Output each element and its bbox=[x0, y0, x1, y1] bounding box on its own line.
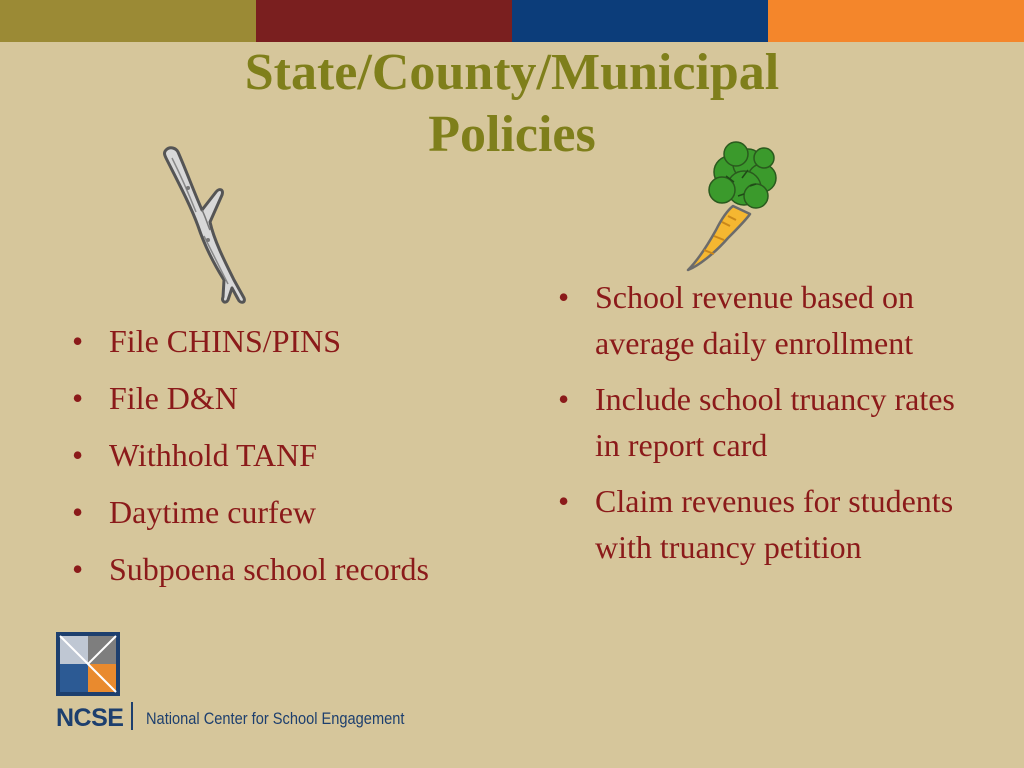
right-bullet-list bbox=[558, 274, 978, 580]
left-bullet-list bbox=[72, 318, 542, 603]
list-item: • File D&N bbox=[72, 380, 238, 416]
bullet-text: Daytime curfew bbox=[109, 494, 317, 530]
color-bar-olive bbox=[0, 0, 256, 42]
list-item: • School revenue based on average daily enrollment bbox=[558, 279, 915, 361]
list-item: • Withhold TANF bbox=[72, 437, 318, 473]
bullet-text: Include school truancy rates in report card bbox=[595, 381, 955, 463]
ncse-logo-mark-icon bbox=[56, 632, 120, 696]
list-item: • Include school truancy rates in report card bbox=[558, 381, 955, 463]
list-item: • File CHINS/PINS bbox=[72, 323, 342, 359]
bullet-text: File D&N bbox=[109, 380, 238, 416]
slide-title-line2: Policies bbox=[428, 106, 596, 163]
color-bar-orange bbox=[768, 0, 1024, 42]
top-color-bar bbox=[0, 0, 1024, 42]
carrot-icon bbox=[678, 136, 788, 274]
list-item: • Subpoena school records bbox=[72, 551, 429, 587]
bullet-text: Claim revenues for students with truancy petition bbox=[595, 483, 954, 565]
bullet-text: School revenue based on average daily enrollment bbox=[595, 279, 915, 361]
ncse-logo bbox=[56, 632, 436, 742]
bullet-text: Withhold TANF bbox=[109, 437, 318, 473]
logo-organization-name: National Center for School Engagement bbox=[146, 709, 405, 728]
stick-icon bbox=[158, 140, 256, 308]
color-bar-blue bbox=[512, 0, 768, 42]
list-item: • Daytime curfew bbox=[72, 494, 317, 530]
color-bar-maroon bbox=[256, 0, 512, 42]
list-item: • Claim revenues for students with truancy petition bbox=[558, 483, 954, 565]
bullet-text: Subpoena school records bbox=[109, 551, 429, 587]
logo-acronym: NCSE bbox=[56, 704, 124, 732]
logo-divider bbox=[131, 702, 133, 730]
bullet-text: File CHINS/PINS bbox=[109, 323, 342, 359]
slide-title-line1: State/County/Municipal bbox=[244, 44, 780, 101]
